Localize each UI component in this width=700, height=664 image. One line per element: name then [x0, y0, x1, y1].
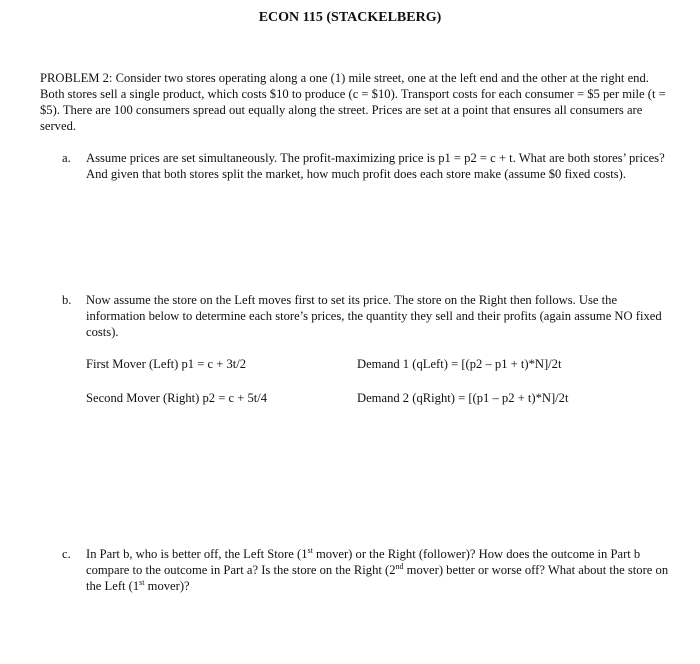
ordinal-sup-2: nd [395, 561, 404, 571]
ordinal-sup-1: st [307, 545, 313, 555]
part-c [62, 546, 670, 594]
part-c-text [86, 546, 670, 594]
second-mover-formula: Second Mover (Right) p2 = c + 5t/4 [86, 391, 268, 405]
part-b [62, 292, 670, 340]
part-c-text-3: mover) better or worse off? What about the store on the Left (1 [86, 563, 669, 593]
first-mover-formula: First Mover (Left) p1 = c + 3t/2 [86, 357, 247, 371]
demand-2-formula: Demand 2 (qRight) = [(p1 – p2 + t)*N]/2t [357, 391, 569, 405]
problem-statement: PROBLEM 2: Consider two stores operating along a one (1) mile street, one at the left end and the other at the right end. Both stores sell a single product, which costs $10 to produce (c = $10). Transport costs for each consumer = $5 per mile (t = $5). There are 100 consumers spread out equally along the street. Prices are set at a point that ensures all consumers are served. [40, 71, 666, 133]
part-b-text: Now assume the store on the Left moves first to set its price. The store on the Right then follows. Use the information below to determine each store’s prices, the quantity they sell and their profits (again assume NO fixed costs). [86, 293, 662, 339]
part-c-text-1: In Part b, who is better off, the Left Store (1 [86, 547, 308, 561]
part-c-letter: c. [62, 547, 71, 561]
part-a-text: Assume prices are set simultaneously. The profit-maximizing price is p1 = p2 = c + t. What are both stores’ prices? And given that both stores split the market, how much profit does each store make (assume $0 fixed costs). [86, 151, 665, 181]
part-a [62, 150, 670, 182]
part-c-text-4: mover)? [144, 579, 190, 593]
part-a-letter: a. [62, 151, 71, 165]
ordinal-sup-3: st [139, 577, 145, 587]
page-title: ECON 115 (STACKELBERG) [258, 10, 442, 25]
part-b-letter: b. [62, 293, 72, 307]
part-c-text-2: mover) or the Right (follower)? How does the outcome in Part b compare to the outcome in Part a? Is the store on the Right (2 [86, 547, 641, 577]
demand-1-formula: Demand 1 (qLeft) = [(p2 – p1 + t)*N]/2t [357, 357, 562, 371]
